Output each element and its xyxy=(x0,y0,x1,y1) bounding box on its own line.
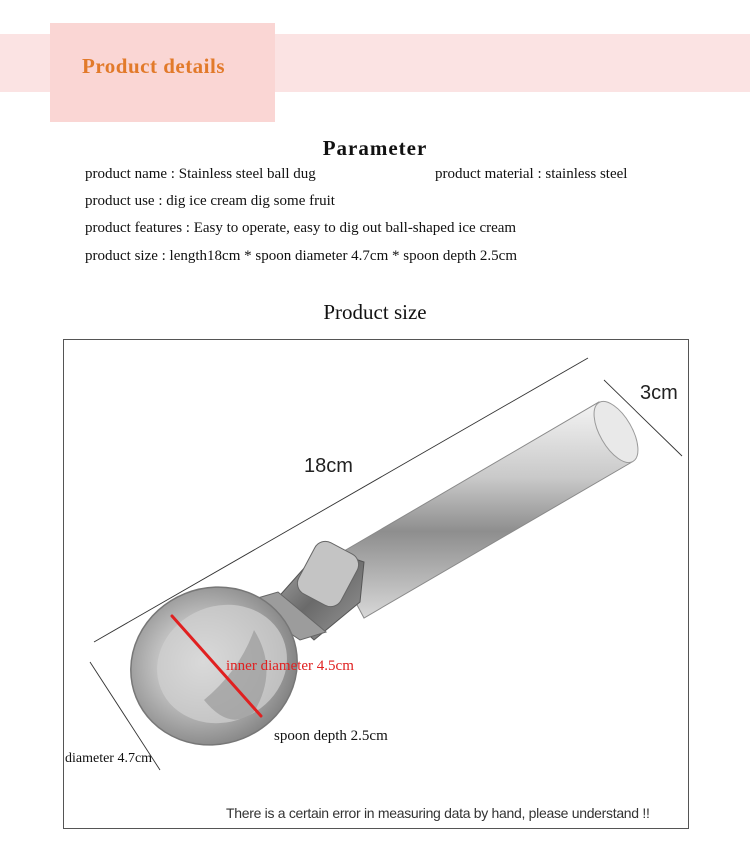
ice-cream-scoop-illustration xyxy=(64,340,688,828)
product-material: product material : stainless steel xyxy=(435,166,628,182)
product-size-photo xyxy=(63,339,689,829)
product-use: product use : dig ice cream dig some fruit xyxy=(85,193,335,209)
length-label: 18cm xyxy=(304,455,353,477)
product-size-title: Product size xyxy=(323,300,427,324)
diameter-label: diameter 4.7cm xyxy=(65,751,153,766)
inner-diameter-label: inner diameter 4.5cm xyxy=(226,658,354,674)
spoon-depth-label: spoon depth 2.5cm xyxy=(274,728,388,744)
product-features: product features : Easy to operate, easy to dig out ball-shaped ice cream xyxy=(85,220,517,236)
product-name: product name : Stainless steel ball dug xyxy=(85,166,316,182)
measurement-disclaimer: There is a certain error in measuring data by hand, please understand !! xyxy=(226,805,650,821)
banner-title: Product details xyxy=(82,54,226,78)
handle-width-label: 3cm xyxy=(640,382,678,404)
product-size: product size : length18cm * spoon diameter 4.7cm * spoon depth 2.5cm xyxy=(85,248,517,264)
scoop-handle xyxy=(332,395,647,618)
parameter-title: Parameter xyxy=(322,136,428,160)
